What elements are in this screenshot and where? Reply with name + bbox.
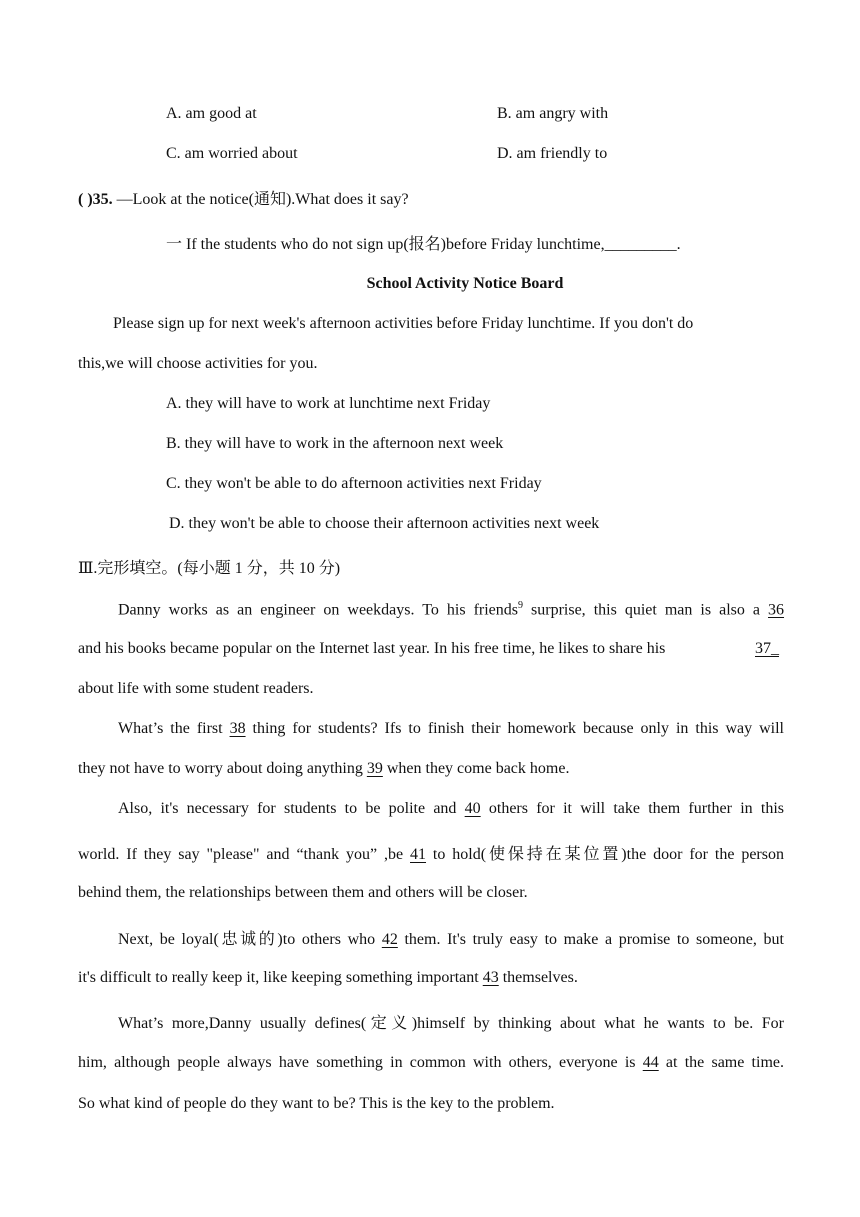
q35-option-d: D. they won't be able to choose their afternoon activities next week — [169, 515, 600, 532]
question-text: —Look at the notice(通知).What does it say? — [112, 191, 409, 208]
text: Danny works as an engineer on weekdays. To his friends — [118, 601, 518, 619]
blank-41: 41 — [410, 846, 427, 863]
blank-37: 37_ — [755, 640, 779, 657]
p3-line-3: behind them, the relationships between them and others will be closer. — [78, 884, 528, 901]
p4-line-1 — [118, 926, 784, 949]
text: others for it will take them further in this — [480, 800, 784, 817]
text: surprise, this quiet man is also a — [523, 601, 769, 619]
blank-43: 43 — [482, 969, 499, 986]
q34-option-d: D. am friendly to — [497, 145, 608, 162]
q35-option-a: A. they will have to work at lunchtime next Friday — [166, 395, 491, 412]
p2-line-2 — [78, 760, 569, 778]
blank-40: 40 — [464, 800, 481, 817]
q35-option-b: B. they will have to work in the afternoon next week — [166, 435, 504, 452]
text: him, although people always have something in common with others, everyone is — [78, 1054, 643, 1071]
p1-line-3: about life with some student readers. — [78, 680, 314, 697]
p5-line-1: What’s more,Danny usually defines(定义)himself by thinking about what he wants to be. For — [118, 1015, 784, 1032]
p1-line-1 — [118, 600, 784, 619]
text: Next, be loyal(忠诚的)to others who — [118, 931, 382, 948]
q35-stem — [78, 186, 409, 209]
blank-44: 44 — [642, 1054, 659, 1071]
q34-option-b: B. am angry with — [497, 105, 609, 122]
p1-line-2: and his books became popular on the Internet last year. In his free time, he likes to share his — [78, 640, 666, 657]
notice-line-2: this,we will choose activities for you. — [78, 355, 318, 372]
answer-bracket: ( ) — [78, 191, 93, 208]
superscript: 9 — [518, 600, 523, 611]
text: it's difficult to really keep it, like keeping something important — [78, 969, 483, 986]
q35-sub-question: 一 If the students who do not sign up(报名)before Friday lunchtime,_________. — [166, 236, 681, 253]
section-heading: Ⅲ.完形填空。(每小题 1 分，共 10 分) — [78, 560, 341, 577]
text: What’s the first — [118, 720, 230, 737]
p5-line-3: So what kind of people do they want to be? This is the key to the problem. — [78, 1095, 555, 1112]
text: Also, it's necessary for students to be polite and — [118, 800, 465, 817]
p5-line-2 — [78, 1054, 784, 1072]
notice-line-1: Please sign up for next week's afternoon activities before Friday lunchtime. If you don't do — [113, 315, 694, 332]
text: to hold(使保持在某位置)the door for the person — [426, 846, 784, 863]
text: world. If they say "please" and “thank you” ,be — [78, 846, 411, 863]
p2-line-1 — [118, 720, 784, 738]
q35-option-c: C. they won't be able to do afternoon activities next Friday — [166, 475, 542, 492]
notice-title: School Activity Notice Board — [366, 275, 564, 292]
text: thing for students? Ifs to finish their homework because only in this way will — [245, 720, 784, 737]
text: themselves. — [498, 969, 578, 986]
question-number: 35. — [92, 191, 113, 208]
p3-line-2 — [78, 841, 784, 864]
blank-39: 39 — [366, 760, 383, 777]
blank-38: 38 — [229, 720, 246, 737]
text: when they come back home. — [382, 760, 570, 777]
q34-option-a: A. am good at — [166, 105, 257, 122]
text: they not have to worry about doing anything — [78, 760, 367, 777]
blank-42: 42 — [381, 931, 398, 948]
p4-line-2 — [78, 969, 578, 987]
text: them. It's truly easy to make a promise to someone, but — [397, 931, 784, 948]
q34-option-c: C. am worried about — [166, 145, 298, 162]
blank-36: 36 — [768, 601, 785, 619]
text: at the same time. — [658, 1054, 784, 1071]
p3-line-1 — [118, 800, 784, 818]
